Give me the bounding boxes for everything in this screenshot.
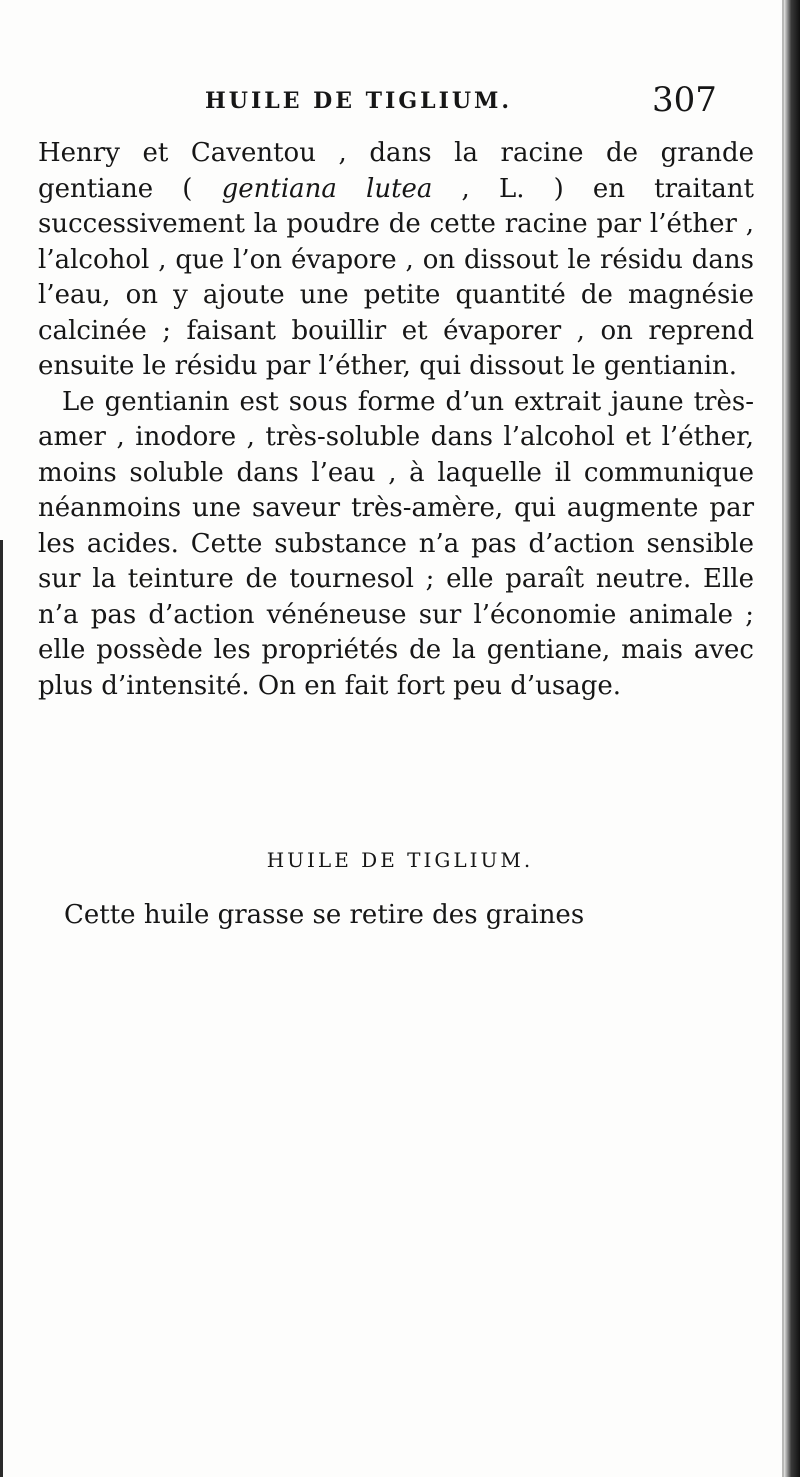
scan-gutter-edge bbox=[0, 540, 3, 1477]
paragraph-text: , L. ) en traitant successivement la poudre de cette racine par l’éther , l’alcohol , que l’on évapore , on dissout le résidu dans l’eau, on y ajoute une petite quantité de magnésie calcinée ; faisant bouillir et évaporer , on reprend ensuite le résidu par l’éther, qui dissout le gentianin. bbox=[38, 173, 754, 381]
scan-spine-edge bbox=[784, 0, 800, 1477]
paragraph-gentianin-properties: Le gentianin est sous forme d’un extrait jaune très-amer , inodore , très-soluble dans l’alcohol et l’éther, moins soluble dans l’eau , à laquelle il communique néanmoins une saveur très-amère, qui augmente par les acides. Cette substance n’a pas d’action sensible sur la teinture de tournesol ; elle paraît neutre. Elle n’a pas d’action vénéneuse sur l’économie animale ; elle possède les propriétés de la gentiane, mais avec plus d’intensité. On en fait fort peu d’usage. bbox=[38, 386, 754, 701]
page-number: 307 bbox=[652, 80, 717, 120]
running-title: HUILE DE TIGLIUM. bbox=[205, 88, 513, 114]
section-heading: HUILE DE TIGLIUM. bbox=[266, 848, 534, 872]
latin-name: gentiana lutea bbox=[221, 173, 433, 204]
running-header bbox=[0, 80, 800, 126]
paragraph-text: Henry et Caventou , dans la racine de grande gentiane ( bbox=[38, 138, 754, 204]
paragraph-gentiane-extraction bbox=[38, 136, 754, 385]
body-text bbox=[38, 136, 754, 704]
section-first-line: Cette huile grasse se retire des graines bbox=[64, 900, 585, 930]
